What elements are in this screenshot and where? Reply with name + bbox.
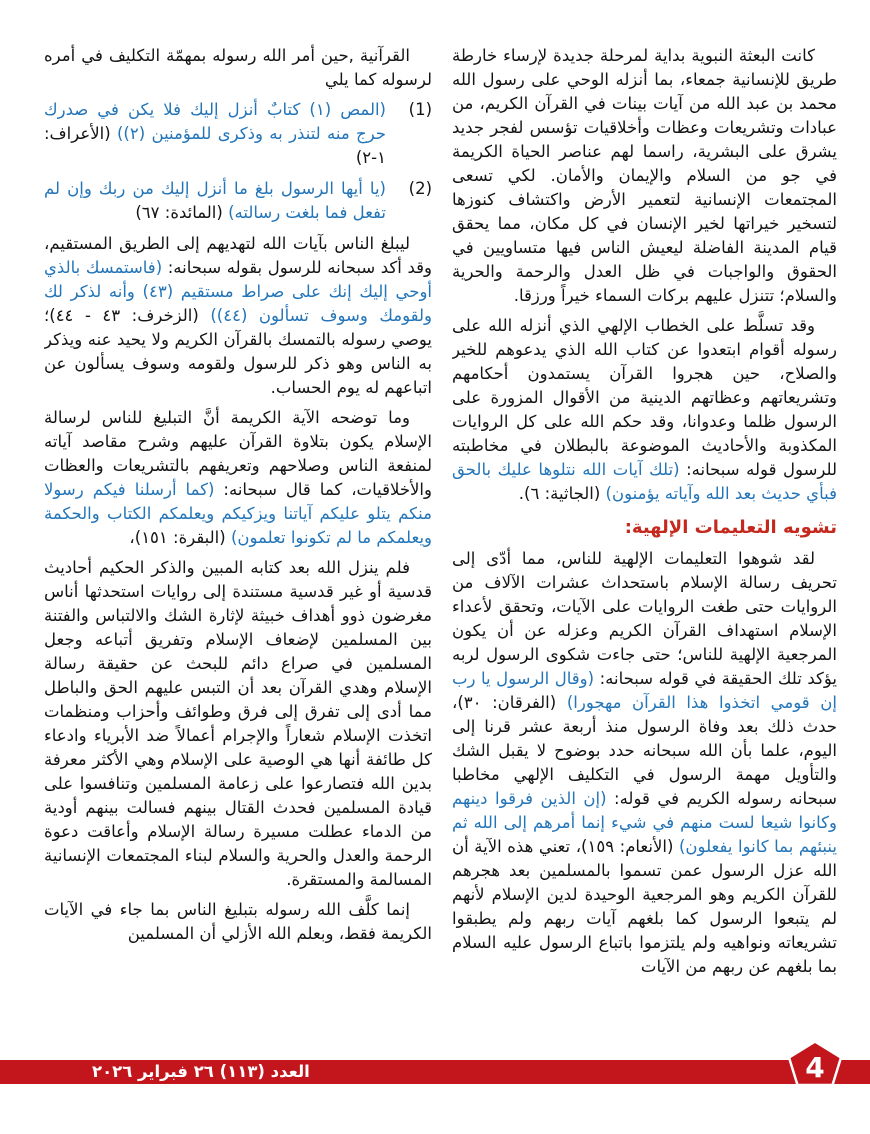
paragraph — [452, 44, 837, 308]
body-text: لقد شوهوا التعليمات الإلهية للناس، مما أدّى إلى تحريف رسالة الإسلام باستحداث عشرات الآلاف من الروايات حتى طغت الروايات على الآيات، وتحقق لأعداء الإسلام استهداف القرآن الكريم وعزله عن أن يكون المرجعية الإلهية للناس؛ حتى جاءت شكوى الرسول لربه يؤكد تلك الحقيقة في قوله سبحانه: — [452, 549, 837, 688]
paragraph — [44, 898, 432, 946]
body-text: (الجاثية: ٦). — [518, 484, 606, 503]
item-number: (1) — [408, 100, 432, 119]
body-text: كانت البعثة النبوية بداية لمرحلة جديدة لإرساء خارطة طريق للإنسانية جمعاء، بما أنزله الوحي على رسول الله محمد بن عبد الله من آيات بينات في القرآن الكريم، من عبادات وتشريعات وعظات وأخلاقيات تؤسس لفجر جديد يشرق على البشرية، راسما لهم عناصر الحياة الكريمة في جو من السلام والإيمان والأمان. لكي تسعى المجتمعات الإنسانية لتعمير الأرض واكتشاف كنوزها لتسخير خيراتها لخير الإنسان في كل مكان، مما يحقق قيام المدينة الفاضلة ليعيش الناس فيها متساويين في الحقوق والواجبات في ظل العدل والرحمة والحرية والسلام؛ تتنزل عليهم بركات السماء خيراً ورزقا. — [452, 46, 837, 305]
body-text: القرآنية ,حين أمر الله رسوله بمهمّة التكليف في أمره لرسوله كما يلي — [44, 46, 432, 89]
body-text: وما توضحه الآية الكريمة أنَّ التبليغ للناس لرسالة الإسلام يكون بتلاوة القرآن عليهم وشرح مقاصد آياته لمنفعة الناس وصلاحهم وتعريفهم بالتشريعات والعظات والأخلاقيات، كما قال سبحانه: — [44, 408, 432, 499]
quran-verse-text: (كما أرسلنا فيكم رسولا منكم يتلو عليكم آياتنا ويزكيكم ويعلمكم الكتاب والحكمة ويعلمكم ما لم تكونوا تعلمون) — [44, 480, 432, 547]
body-text: (الفرقان: ٣٠)، حدث ذلك بعد وفاة الرسول منذ أربعة عشر قرنا إلى اليوم، علما بأن الله سبحانه حدد بوضوح لا يقبل الشك والتأويل مهمة الرسول في التكليف الإلهي مخاطبا سبحانه رسوله الكريم في قوله: — [452, 693, 837, 808]
issue-date-label: العدد (١١٣) ٢٦ فبراير ٢٠٢٦ — [92, 1062, 310, 1081]
body-text: فلم ينزل الله بعد كتابه المبين والذكر الحكيم أحاديث قدسية أو غير قدسية مستندة إلى روايات استحدثها أناس مغرضون ذوو أهداف خبيثة لإثارة الشك والالتباس والفتنة بين المسلمين لإضعاف الإسلام وتفريق أتباعه وجعل المسلمين في صراع دائم للبحث عن حقيقة رسالة الإسلام وهدي القرآن بعد أن التبس عليهم الحق والباطل مما أدى إلى تفرق إلى فرق وطوائف وأحزاب ومنظمات اتخذت الإسلام شعاراً والإجرام أعمالاً ضد الأبرياء وادعاء كل طائفة أنها هي الوصية على الإسلام وهي الأكثر معرفة بدين الله فتصارعوا على زعامة المسلمين وتنافسوا على قيادة المسلمين فحدث القتال بينهم فسالت بينهم أودية من الدماء عطلت مسيرة رسالة الإسلام وأعاقت دعوة الرحمة والعدل والحرية والسلام لبناء المجتمعات الإنسانية المسالمة والمستقرة. — [44, 558, 432, 889]
paragraph — [452, 547, 837, 979]
paragraph — [44, 406, 432, 550]
item-body — [44, 177, 386, 225]
paragraph — [44, 232, 432, 400]
paragraph — [44, 44, 432, 92]
body-text: وقد تسلَّط على الخطاب الإلهي الذي أنزله الله على رسوله أقوام ابتعدوا عن كتاب الله الذي يدعوهم للخير والصلاح، حين هجروا القرآن يستمدون أحكامهم وتشريعاتهم وعظاتهم الدينية من الأقوال المزورة على الرسول ظلما وعدوانا، وقد حكم الله على كل الروايات المكذوبة والأحاديث الموضوعة بالبطلان في مخاطبته للرسول قوله سبحانه: — [452, 316, 837, 479]
page-number-badge — [787, 1040, 843, 1087]
quran-verse-text: (يا أيها الرسول بلغ ما أنزل إليك من ربك وإن لم تفعل فما بلغت رسالته) — [44, 179, 386, 222]
body-text: (الأنعام: ١٥٩)، تعني هذه الآية أن الله عزل الرسول عمن تسموا بالمسلمين بعد هجرهم للقرآن الكريم وهو المرجعية الوحيدة لدين الإسلام لأنهم لم يتبعوا الرسول كما بلغهم آيات ربهم ولم يطبقوا تشريعاته ونواهيه ولم يلتزموا باتباع الرسول عليه السلام بما بلغهم عن ربهم من الآيات — [452, 837, 837, 976]
paragraph — [452, 314, 837, 506]
quran-verse-text: (تلك آيات الله نتلوها عليك بالحق فبأي حديث بعد الله وآياته يؤمنون) — [452, 460, 837, 503]
footer-bar — [0, 1060, 870, 1084]
page-number: 4 — [805, 1051, 825, 1084]
body-text: (البقرة: ١٥١)، — [129, 528, 231, 547]
quran-verse-text: (إن الذين فرقوا دينهم وكانوا شيعا لست منهم في شيء إنما أمرهم إلى الله ثم ينبئهم بما كانوا يفعلون) — [452, 789, 837, 856]
paragraph — [44, 556, 432, 892]
body-text: (الزخرف: ٤٣ - ٤٤)؛ يوصي رسوله بالتمسك بالقرآن الكريم ولا يحيد عنه ويذكر به الناس وهو ذكر للرسول ولقومه وسوف يسألون عن اتباعهم له يوم الحساب. — [44, 306, 432, 397]
item-body — [44, 98, 386, 170]
body-text: (الأعراف: ١-٢) — [44, 124, 386, 167]
body-text: (المائدة: ٦٧) — [135, 203, 229, 222]
numbered-verse-item — [44, 177, 432, 225]
item-number: (2) — [408, 179, 432, 198]
section-heading: تشويه التعليمات الإلهية: — [624, 517, 837, 538]
body-text: ليبلغ الناس بآيات الله لتهديهم إلى الطريق المستقيم، وقد أكد سبحانه للرسول بقوله سبحانه: — [44, 234, 432, 277]
numbered-verse-item — [44, 98, 432, 170]
quran-verse-text: (المص (١) كتابٌ أنزل إليك فلا يكن في صدرك حرج منه لتنذر به وذكرى للمؤمنين (٢)) — [44, 100, 386, 143]
right-column — [452, 44, 837, 1056]
body-text: إنما كلَّف الله رسوله بتبليغ الناس بما جاء في الآيات الكريمة فقط، وبعلم الله الأزلي أن المسلمين — [44, 900, 432, 943]
quran-verse-text: (وقال الرسول يا رب إن قومي اتخذوا هذا القرآن مهجورا) — [452, 669, 837, 712]
quran-verse-text: (فاستمسك بالذي أوحي إليك إنك على صراط مستقيم (٤٣) وأنه لذكر لك ولقومك وسوف تسألون (٤٤)) — [44, 258, 432, 325]
left-column — [44, 44, 432, 1056]
